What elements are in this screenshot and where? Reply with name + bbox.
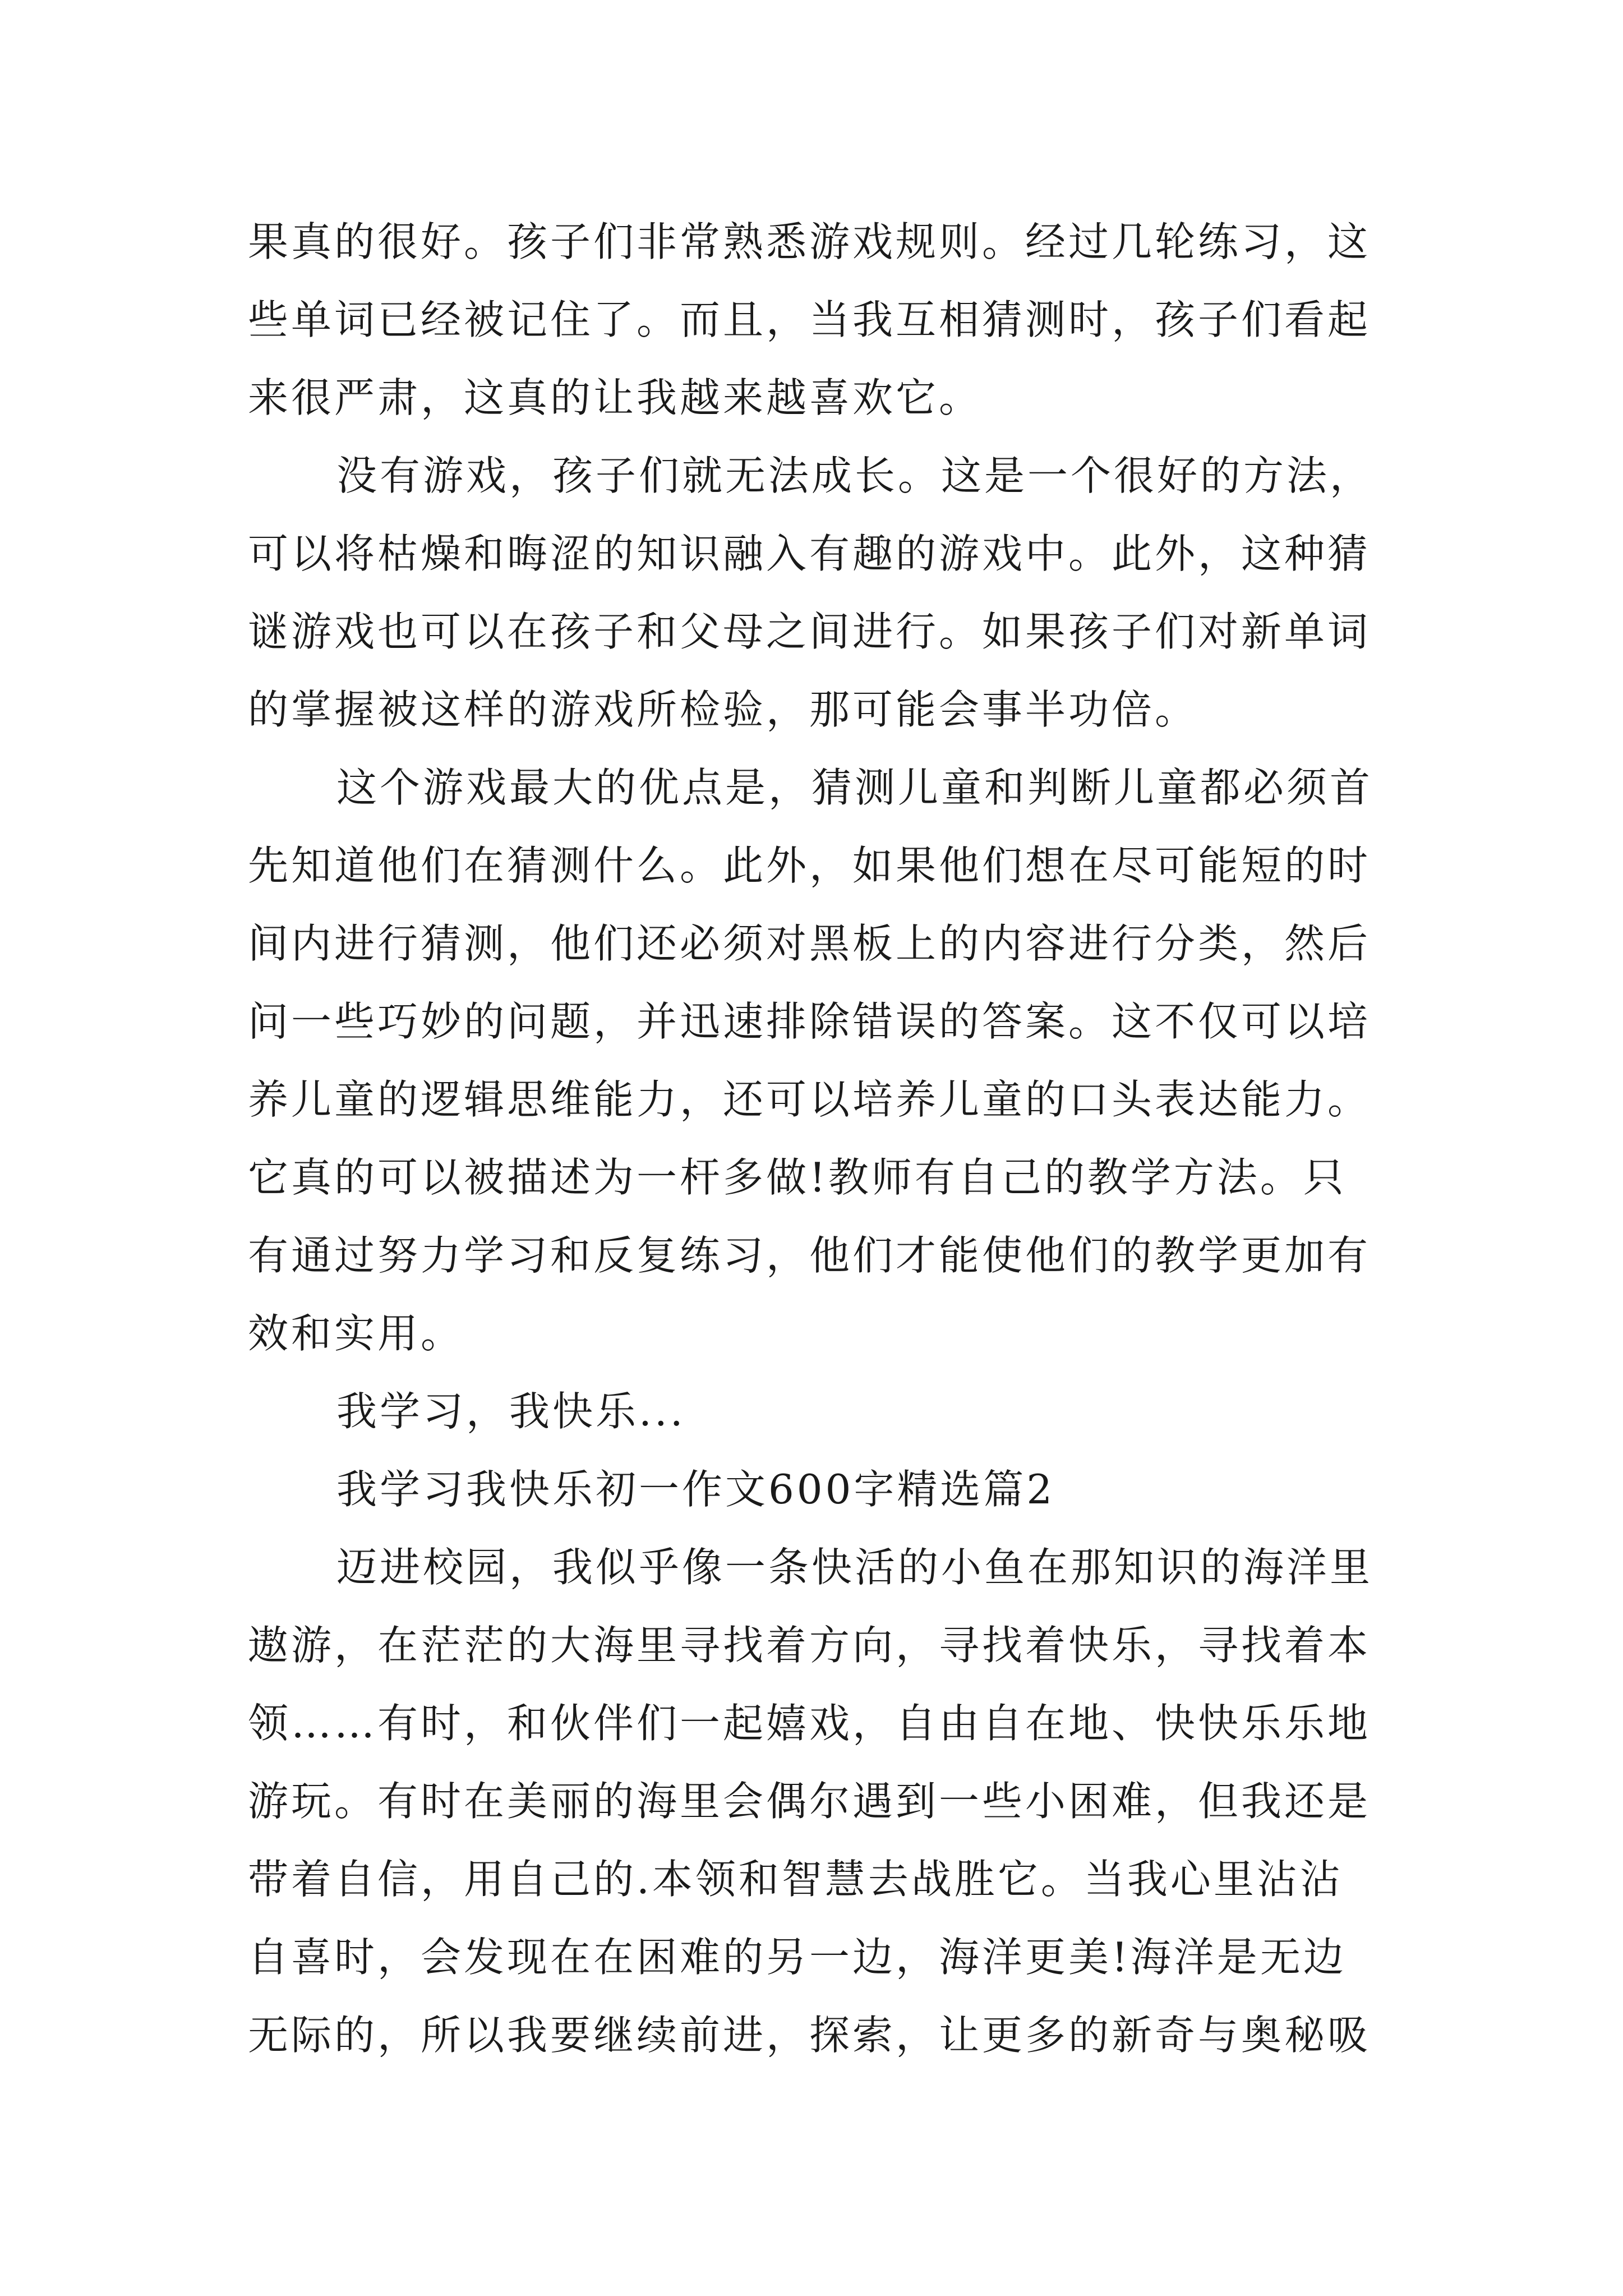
text-line: 问一些巧妙的问题，并迅速排除错误的答案。这不仅可以培 [248,998,1371,1045]
paragraph-first-line: 没有游戏，孩子们就无法成长。这是一个很好的方法， [336,452,1373,499]
paragraph-first-line: 我学习，我快乐... [336,1388,686,1435]
text-line: 先知道他们在猜测什么。此外，如果他们想在尽可能短的时 [248,842,1371,889]
text-line: 可以将枯燥和晦涩的知识融入有趣的游戏中。此外，这种猜 [248,530,1371,577]
text-line: 游玩。有时在美丽的海里会偶尔遇到一些小困难，但我还是 [248,1778,1371,1825]
text-line: 间内进行猜测，他们还必须对黑板上的内容进行分类，然后 [248,920,1371,967]
document-body [248,203,1392,2074]
text-line: 些单词已经被记住了。而且，当我互相猜测时，孩子们看起 [248,296,1371,343]
paragraph-first-line: 迈进校园，我似乎像一条快活的小鱼在那知识的海洋里 [336,1544,1373,1591]
section-heading: 我学习我快乐初一作文600字精选篇2 [336,1466,1055,1513]
text-line: 谜游戏也可以在孩子和父母之间进行。如果孩子们对新单词 [248,608,1371,655]
text-line: 效和实用。 [248,1310,464,1357]
text-line: 来很严肃，这真的让我越来越喜欢它。 [248,374,983,421]
text-line: 有通过努力学习和反复练习，他们才能使他们的教学更加有 [248,1232,1371,1279]
text-line: 带着自信，用自己的.本领和智慧去战胜它。当我心里沾沾 [248,1856,1343,1903]
paragraph-first-line: 这个游戏最大的优点是，猜测儿童和判断儿童都必须首 [336,764,1373,811]
text-line: 果真的很好。孩子们非常熟悉游戏规则。经过几轮练习，这 [248,218,1371,265]
text-line: 遨游，在茫茫的大海里寻找着方向，寻找着快乐，寻找着本 [248,1622,1371,1669]
text-line: 无际的，所以我要继续前进，探索，让更多的新奇与奥秘吸 [248,2012,1371,2059]
text-line: 的掌握被这样的游戏所检验，那可能会事半功倍。 [248,686,1198,733]
text-line: 自喜时，会发现在在困难的另一边，海洋更美!海洋是无边 [248,1934,1347,1981]
text-line: 领……有时，和伙伴们一起嬉戏，自由自在地、快快乐乐地 [248,1700,1371,1747]
text-line: 它真的可以被描述为一杆多做!教师有自己的教学方法。只 [248,1154,1347,1201]
text-line: 养儿童的逻辑思维能力，还可以培养儿童的口头表达能力。 [248,1076,1371,1123]
